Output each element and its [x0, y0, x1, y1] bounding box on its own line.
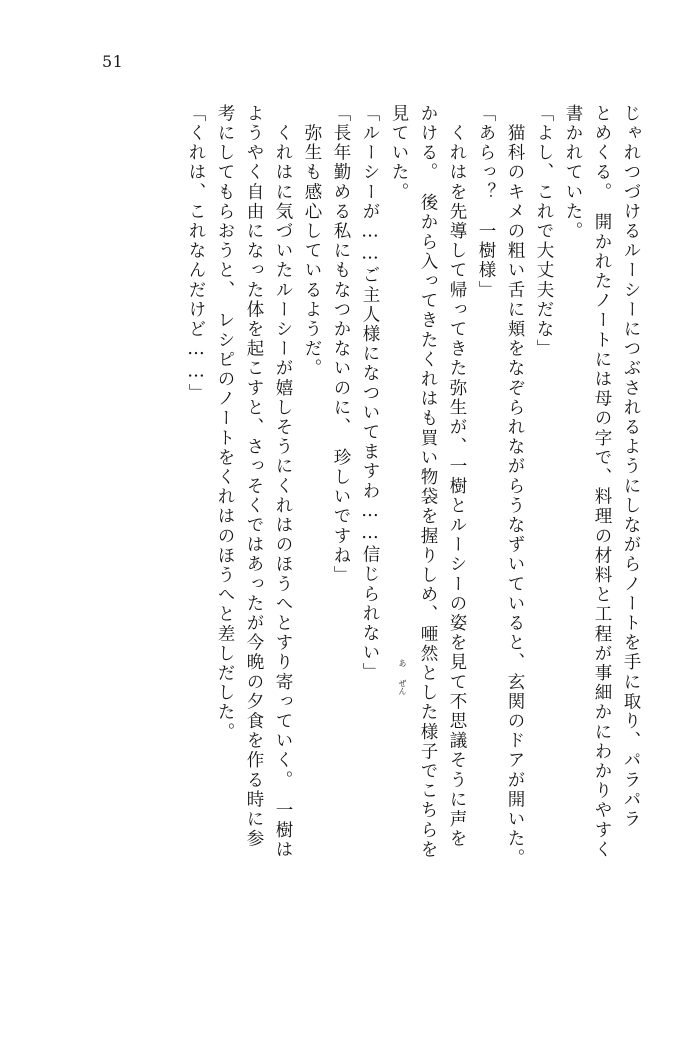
- text-column: 「長年勤める私にもなつかないのに、 珍しいですね」: [331, 104, 351, 586]
- text-column: じゃれつづけるルーシーにつぶされるようにしながらノートを手に取り、パラパラ: [621, 104, 641, 830]
- text-column: 「あらっ？ 一樹様」: [476, 104, 496, 300]
- text-column: ようやく自由になった体を起こすと、さっそくではあったが今晩の夕食を作る時に参: [244, 104, 264, 849]
- ruby-annotation: ぜん: [398, 679, 407, 695]
- ruby-annotation: あ: [398, 659, 407, 667]
- text-column: 見ていた。: [389, 104, 409, 202]
- vertical-text-block: [109, 104, 639, 984]
- text-column: くれはを先導して帰ってきた弥生が、一樹とルーシーの姿を見て不思議そうに声を: [447, 104, 467, 849]
- text-column: 弥生も感心しているようだ。: [302, 104, 322, 379]
- text-column: 書かれていた。: [563, 104, 583, 242]
- text-column: 「くれは、これなんだけど……」: [186, 104, 206, 403]
- page-number: 51: [102, 52, 124, 71]
- text-column: かける。 後から入ってきたくれはも買い物袋を握りしめ、唖然とした様子でこちらを: [418, 104, 438, 860]
- text-column: 「ルーシーが……ご主人様になついてますわ……信じられない」: [360, 104, 380, 683]
- text-column: くれはに気づいたルーシーが嬉しそうにくれはのほうへとすり寄っていく。 一樹は: [273, 104, 293, 860]
- text-column: 「よし、これで大丈夫だな」: [534, 104, 554, 359]
- text-column: 猫科のキメの粗い舌に頬をなぞられながらうなずいていると、玄関のドアが開いた。: [505, 104, 525, 869]
- text-column: とめくる。 開かれたノートには母の字で、料理の材料と工程が事細かにわかりやすく: [592, 104, 612, 860]
- text-column: 考にしてもらおうと、 レシピのノートをくれはのほうへと差しだした。: [215, 104, 235, 743]
